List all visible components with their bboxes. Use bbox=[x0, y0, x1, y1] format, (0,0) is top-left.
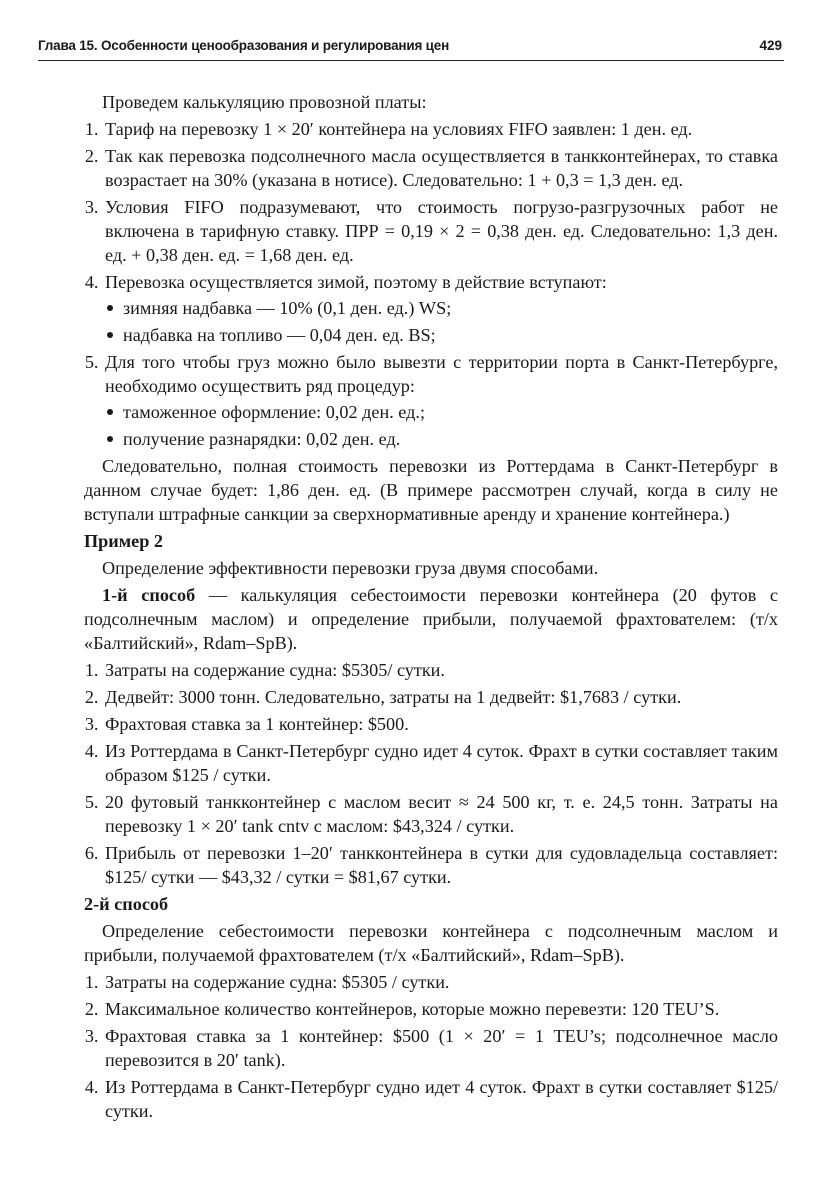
bullet-text: таможенное оформление: 0,02 ден. ед.; bbox=[123, 402, 425, 422]
list-item: 2. Так как перевозка подсолнечного масла осуществляется в танкконтейнерах, то ставка возрастает на 30% (указана в нотисе). Следовательно: 1 + 0,3 = 1,3 ден. ед. bbox=[103, 144, 778, 192]
bullet-icon bbox=[107, 305, 113, 311]
bullet-item bbox=[123, 323, 778, 347]
chapter-title: Глава 15. Особенности ценообразования и регулирования цен bbox=[38, 38, 450, 53]
list-item-text: Для того чтобы груз можно было вывезти с территории порта в Санкт-Петербурге, необходимо осуществить ряд процедур: bbox=[105, 352, 778, 396]
list-item bbox=[103, 270, 778, 347]
bullet-item bbox=[123, 427, 778, 451]
page-number: 429 bbox=[759, 38, 782, 53]
list-item: 2. Максимальное количество контейнеров, которые можно перевезти: 120 TEU’S. bbox=[103, 997, 778, 1021]
bullet-text: получение разнарядки: 0,02 ден. ед. bbox=[123, 429, 401, 449]
bullet-item bbox=[123, 400, 778, 424]
page-header bbox=[38, 36, 784, 61]
method1-list bbox=[84, 658, 778, 889]
list-item: 3. Условия FIFO подразумевают, что стоимость погрузо-разгрузочных работ не включена в тарифную ставку. ПРР = 0,19 × 2 = 0,38 ден. ед. Следовательно: 1,3 ден. ед. + 0,38 ден. ед. = 1,68 ден. ед. bbox=[103, 195, 778, 267]
method1-text: — калькуляция себестоимости перевозки контейнера (20 футов с подсолнечным маслом) и определение прибыли, получаемой фрахтователем: (т/х «Балтийский», Rdam–SpB). bbox=[84, 585, 778, 653]
method2-list bbox=[84, 970, 778, 1123]
list-item: 4. Из Роттердама в Санкт-Петербург судно идет 4 суток. Фрахт в сутки составляет $125/ сутки. bbox=[103, 1075, 778, 1123]
list-item: 6. Прибыль от перевозки 1–20′ танкконтейнера в сутки для судовладельца составляет: $125/ сутки — $43,32 / сутки = $81,67 сутки. bbox=[103, 841, 778, 889]
list-item: 1. Затраты на содержание судна: $5305 / сутки. bbox=[103, 970, 778, 994]
page-body bbox=[84, 90, 778, 1126]
bullet-icon bbox=[107, 436, 113, 442]
list-item: 3. Фрахтовая ставка за 1 контейнер: $500 (1 × 20′ = 1 TEU’s; подсолнечное масло перевозится в 20′ tank). bbox=[103, 1024, 778, 1072]
procedures-list bbox=[105, 400, 778, 451]
list-item: 1. Затраты на содержание судна: $5305/ сутки. bbox=[103, 658, 778, 682]
method2-heading: 2-й способ bbox=[84, 894, 169, 914]
intro-paragraph: Проведем калькуляцию провозной платы: bbox=[102, 92, 427, 112]
bullet-text: надбавка на топливо — 0,04 ден. ед. BS; bbox=[123, 325, 436, 345]
bullet-icon bbox=[107, 332, 113, 338]
method1-label: 1-й способ bbox=[102, 585, 196, 605]
list-item-text: Перевозка осуществляется зимой, поэтому в действие вступают: bbox=[105, 272, 607, 292]
list-item: 4. Из Роттердама в Санкт-Петербург судно идет 4 суток. Фрахт в сутки составляет таким образом $125 / сутки. bbox=[103, 739, 778, 787]
tariff-calculation-list bbox=[84, 117, 778, 451]
bullet-item bbox=[123, 296, 778, 320]
list-item bbox=[103, 350, 778, 451]
example-heading: Пример 2 bbox=[84, 531, 163, 551]
list-item: 3. Фрахтовая ставка за 1 контейнер: $500. bbox=[103, 712, 778, 736]
method2-intro: Определение себестоимости перевозки контейнера с подсолнечным маслом и прибыли, получаемой фрахтователем (т/х «Балтийский», Rdam–SpB). bbox=[84, 921, 778, 965]
list-item: 2. Дедвейт: 3000 тонн. Следовательно, затраты на 1 дедвейт: $1,7683 / сутки. bbox=[103, 685, 778, 709]
method1-paragraph bbox=[84, 583, 778, 655]
conclusion-paragraph: Следовательно, полная стоимость перевозки из Роттердама в Санкт-Петербург в данном случае будет: 1,86 ден. ед. (В примере рассмотрен случай, когда в силу не вступали штрафные санкции за сверхнормативные аренду и хранение контейнера.) bbox=[84, 456, 778, 524]
surcharge-list bbox=[105, 296, 778, 347]
bullet-icon bbox=[107, 409, 113, 415]
list-item: 1. Тариф на перевозку 1 × 20′ контейнера на условиях FIFO заявлен: 1 ден. ед. bbox=[103, 117, 778, 141]
example-intro: Определение эффективности перевозки груза двумя способами. bbox=[102, 558, 599, 578]
list-item: 5. 20 футовый танкконтейнер с маслом весит ≈ 24 500 кг, т. е. 24,5 тонн. Затраты на перевозку 1 × 20′ tank cntv с маслом: $43,324 / сутки. bbox=[103, 790, 778, 838]
bullet-text: зимняя надбавка — 10% (0,1 ден. ед.) WS; bbox=[123, 298, 452, 318]
